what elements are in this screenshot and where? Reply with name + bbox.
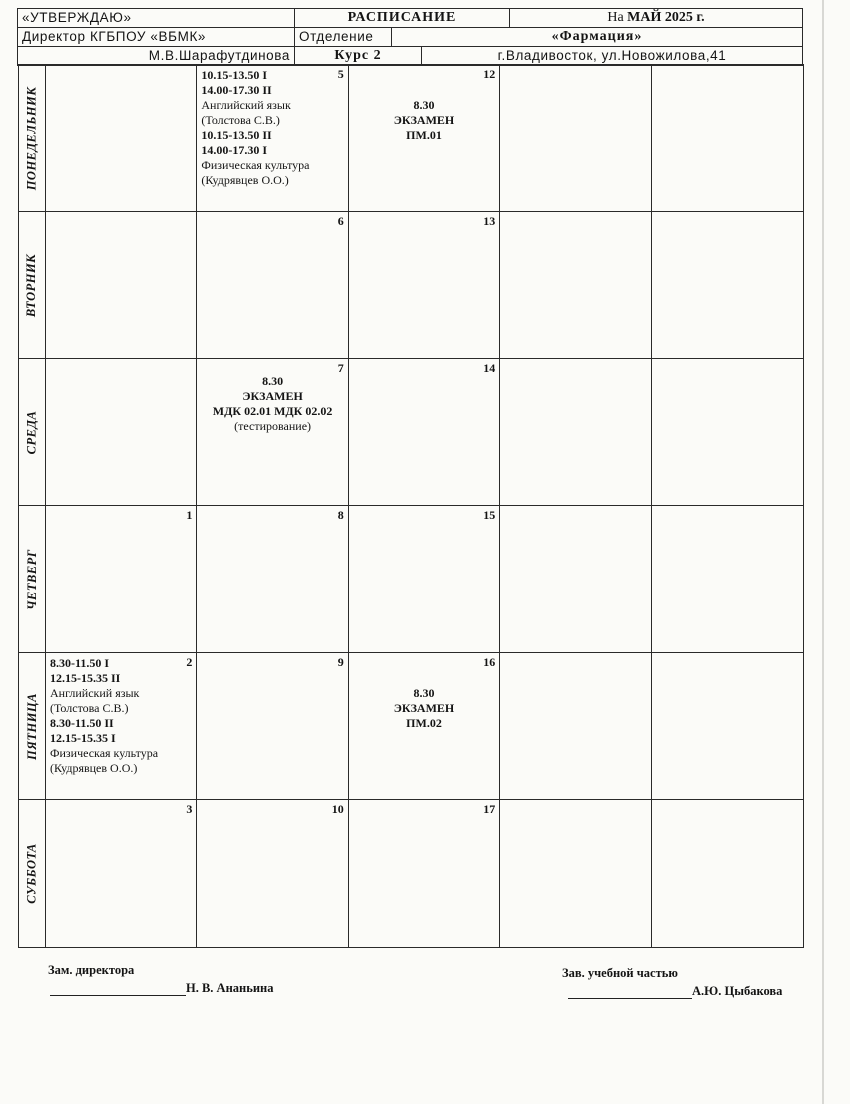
cell-empty xyxy=(500,653,651,800)
cell-empty xyxy=(46,359,197,506)
cell-empty xyxy=(652,212,803,359)
day-wednesday: СРЕДА xyxy=(19,359,46,506)
schedule-grid xyxy=(18,64,804,948)
signature-line xyxy=(50,981,186,996)
date-number: 17 xyxy=(483,802,496,816)
lesson-time: 8.30-11.50 II xyxy=(50,716,114,730)
exam-time: 8.30 xyxy=(413,98,435,112)
date-number: 15 xyxy=(483,508,496,522)
cell-day-6 xyxy=(197,212,348,359)
lesson-teacher: (Кудрявцев О.О.) xyxy=(50,761,138,775)
schedule-period xyxy=(509,8,803,28)
deputy-director-signature xyxy=(50,981,274,996)
signature-line xyxy=(568,984,692,999)
cell-day-15 xyxy=(349,506,500,653)
exam-block xyxy=(197,374,347,434)
lesson-time: 12.15-15.35 II xyxy=(50,671,121,685)
cell-day-2 xyxy=(46,653,197,800)
day-thursday: ЧЕТВЕРГ xyxy=(19,506,46,653)
scan-edge xyxy=(822,0,824,1104)
lesson-subject: Английский язык xyxy=(201,98,291,112)
cell-empty xyxy=(652,653,803,800)
date-number: 3 xyxy=(186,802,193,816)
period-prefix: На xyxy=(607,10,624,25)
cell-empty xyxy=(46,212,197,359)
date-number: 9 xyxy=(337,655,344,669)
schedule-title: РАСПИСАНИЕ xyxy=(294,8,510,28)
cell-day-9 xyxy=(197,653,348,800)
cell-day-5 xyxy=(197,65,348,212)
cell-day-10 xyxy=(197,800,348,947)
day-saturday: СУББОТА xyxy=(19,800,46,947)
cell-day-7 xyxy=(197,359,348,506)
course-label: Курс 2 xyxy=(294,46,422,66)
date-number: 8 xyxy=(337,508,344,522)
lesson-subject: Физическая культура xyxy=(201,158,310,172)
exam-subject: ПМ.01 xyxy=(406,128,442,142)
cell-empty xyxy=(500,65,651,212)
lesson-subject: Физическая культура xyxy=(50,746,159,760)
lesson-time: 10.15-13.50 II xyxy=(201,128,272,142)
exam-time: 8.30 xyxy=(413,686,435,700)
department-label: Отделение xyxy=(294,27,392,47)
department-value: «Фармация» xyxy=(391,27,803,47)
director-name: М.В.Шарафутдинова xyxy=(17,46,295,66)
cell-empty xyxy=(46,65,197,212)
schedule-header xyxy=(18,9,804,66)
lesson-teacher: (Толстова С.В.) xyxy=(50,701,129,715)
cell-empty xyxy=(500,800,651,947)
date-number: 5 xyxy=(337,67,344,81)
director-line: Директор КГБПОУ «ВБМК» xyxy=(17,27,295,47)
head-of-studies-name: А.Ю. Цыбакова xyxy=(692,984,783,998)
date-number: 10 xyxy=(331,802,344,816)
date-number: 7 xyxy=(337,361,344,375)
lesson-time: 8.30-11.50 I xyxy=(50,656,110,670)
exam-label: ЭКЗАМЕН xyxy=(393,113,455,127)
period-value: МАЙ 2025 г. xyxy=(627,10,705,25)
head-of-studies-role: Зав. учебной частью xyxy=(562,966,678,980)
lesson-subject: Английский язык xyxy=(50,686,140,700)
day-monday: ПОНЕДЕЛЬНИК xyxy=(19,65,46,212)
date-number: 16 xyxy=(483,655,496,669)
lesson-time: 12.15-15.35 I xyxy=(50,731,116,745)
day-friday: ПЯТНИЦА xyxy=(19,653,46,800)
date-number: 2 xyxy=(186,655,193,669)
head-of-studies-signature xyxy=(568,984,782,999)
cell-empty xyxy=(500,359,651,506)
date-number: 6 xyxy=(337,214,344,228)
cell-empty xyxy=(500,506,651,653)
exam-block xyxy=(349,686,499,731)
cell-day-8 xyxy=(197,506,348,653)
exam-subject: МДК 02.01 МДК 02.02 xyxy=(212,404,333,418)
cell-day-14 xyxy=(349,359,500,506)
day-tuesday: ВТОРНИК xyxy=(19,212,46,359)
deputy-director-name: Н. В. Ананьина xyxy=(186,981,274,995)
lesson-teacher: (Кудрявцев О.О.) xyxy=(201,173,289,187)
approve-stamp: «УТВЕРЖДАЮ» xyxy=(17,8,295,28)
exam-label: ЭКЗАМЕН xyxy=(242,389,303,403)
lesson-teacher: (Толстова С.В.) xyxy=(201,113,280,127)
lesson-time: 14.00-17.30 II xyxy=(201,83,272,97)
cell-day-3 xyxy=(46,800,197,947)
date-number: 13 xyxy=(483,214,496,228)
cell-empty xyxy=(652,65,803,212)
cell-day-12 xyxy=(349,65,500,212)
date-number: 14 xyxy=(483,361,496,375)
cell-empty xyxy=(652,800,803,947)
lessons-list xyxy=(50,656,182,776)
lesson-time: 10.15-13.50 I xyxy=(201,68,268,82)
cell-day-1 xyxy=(46,506,197,653)
cell-empty xyxy=(652,506,803,653)
deputy-director-role: Зам. директора xyxy=(48,963,135,977)
exam-block xyxy=(349,98,499,143)
cell-empty xyxy=(500,212,651,359)
lesson-time: 14.00-17.30 I xyxy=(201,143,268,157)
cell-day-16 xyxy=(349,653,500,800)
date-number: 1 xyxy=(186,508,193,522)
cell-day-17 xyxy=(349,800,500,947)
lessons-list xyxy=(201,68,333,188)
exam-subject: ПМ.02 xyxy=(406,716,442,730)
cell-day-13 xyxy=(349,212,500,359)
exam-note: (тестирование) xyxy=(234,419,312,433)
address: г.Владивосток, ул.Новожилова,41 xyxy=(421,46,803,66)
cell-empty xyxy=(652,359,803,506)
date-number: 12 xyxy=(483,67,496,81)
exam-time: 8.30 xyxy=(262,374,284,388)
exam-label: ЭКЗАМЕН xyxy=(393,701,455,715)
